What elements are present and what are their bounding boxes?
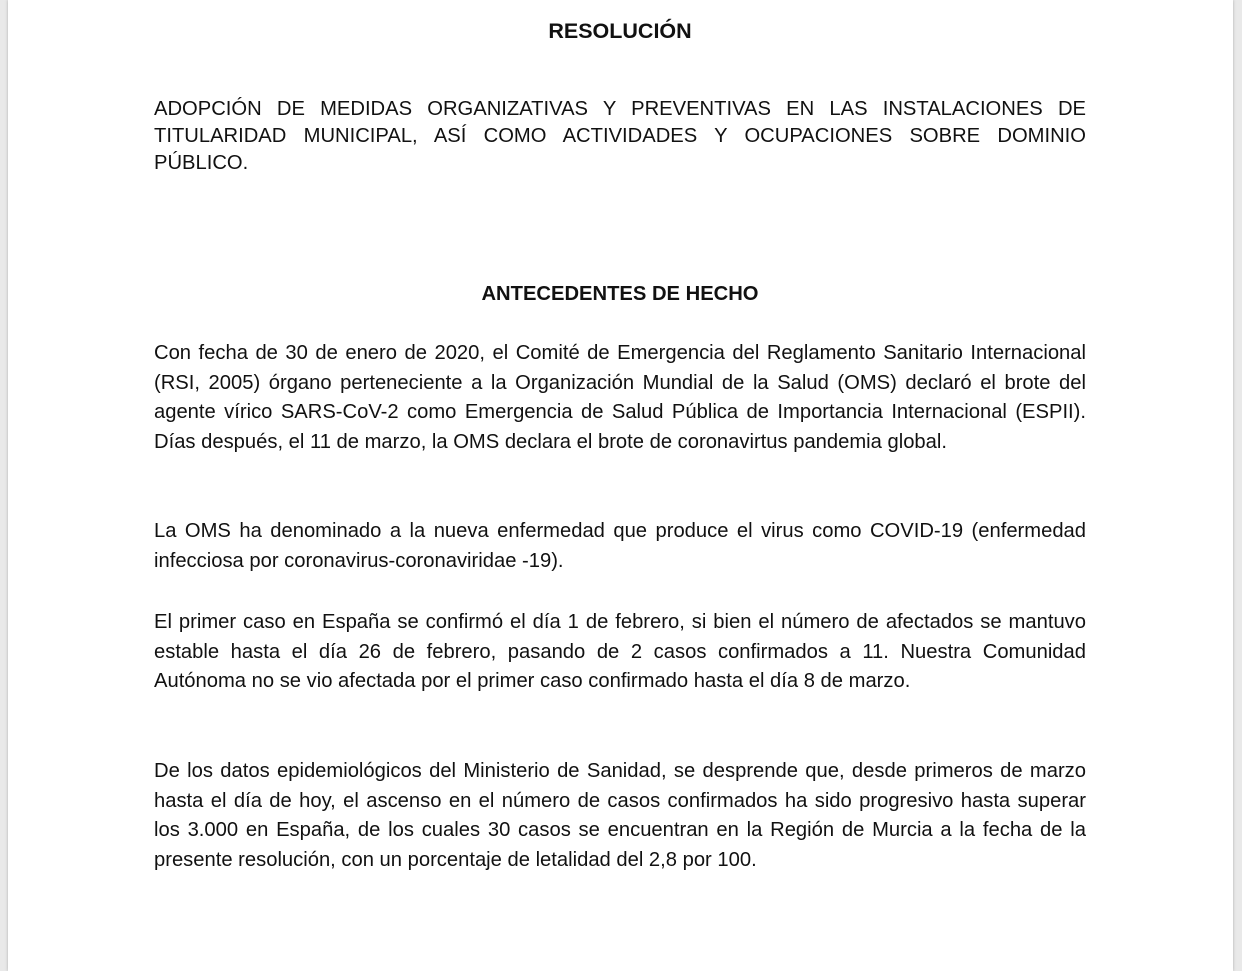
section-title: ANTECEDENTES DE HECHO: [481, 283, 759, 305]
paragraph-1: Con fecha de 30 de enero de 2020, el Comité de Emergencia del Reglamento Sanitario Internacional (RSI, 2005) órgano perteneciente a la Organización Mundial de la Salud (OMS) declaró el brote del agente vírico SARS-CoV-2 como Emergencia de Salud Pública de Importancia Internacional (ESPII). Días después, el 11 de marzo, la OMS declara el brote de coronavirtus pandemia global.: [154, 342, 1086, 453]
document-subject: ADOPCIÓN DE MEDIDAS ORGANIZATIVAS Y PREVENTIVAS EN LAS INSTALACIONES DE TITULARIDAD MUNICIPAL, ASÍ COMO ACTIVIDADES Y OCUPACIONES SOBRE DOMINIO PÚBLICO.: [154, 98, 1086, 174]
document-page: [8, 0, 1233, 971]
document-title: RESOLUCIÓN: [548, 19, 692, 43]
paragraph-2: La OMS ha denominado a la nueva enfermedad que produce el virus como COVID-19 (enfermedad infecciosa por coronavirus-coronaviridae -19).: [154, 520, 1086, 572]
paragraph-4: De los datos epidemiológicos del Ministerio de Sanidad, se desprende que, desde primeros de marzo hasta el día de hoy, el ascenso en el número de casos confirmados ha sido progresivo hasta superar los 3.000 en España, de los cuales 30 casos se encuentran en la Región de Murcia a la fecha de la presente resolución, con un porcentaje de letalidad del 2,8 por 100.: [154, 760, 1086, 871]
paragraph-3: El primer caso en España se confirmó el día 1 de febrero, si bien el número de afectados se mantuvo estable hasta el día 26 de febrero, pasando de 2 casos confirmados a 11. Nuestra Comunidad Autónoma no se vio afectada por el primer caso confirmado hasta el día 8 de marzo.: [154, 611, 1086, 693]
